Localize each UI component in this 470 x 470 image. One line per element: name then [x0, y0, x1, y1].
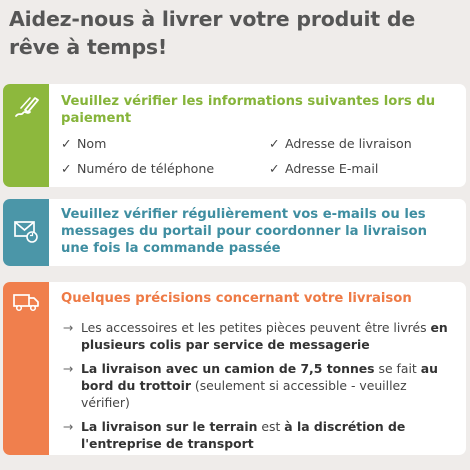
arrow-right-icon: → [63, 361, 74, 376]
check-icon: ✓ [269, 136, 280, 151]
checklist-item: ✓ Nom [61, 136, 107, 151]
delivery-truck-icon [12, 288, 40, 316]
page-title: Aidez-nous à livrer votre produit de rêve à temps! [9, 7, 416, 59]
card-heading: Veuillez vérifier régulièrement vos e-mails ou les messages du portail pour coordonner la livraison une fois la commande passée [61, 207, 427, 256]
check-icon: ✓ [269, 161, 280, 176]
delivery-note-item: → La livraison sur le terrain est à la discrétion de l'entreprise de transport [63, 419, 406, 451]
mail-refresh-icon [12, 217, 40, 245]
checklist-item: ✓ Adresse de livraison [269, 136, 412, 151]
check-icon: ✓ [61, 136, 72, 151]
card-icon-band [3, 84, 49, 187]
card-icon-band [3, 199, 49, 266]
signature-pen-icon [12, 94, 40, 122]
card-icon-band [3, 282, 49, 455]
checklist-item: ✓ Numéro de téléphone [61, 161, 215, 176]
checkout-info-card [3, 84, 466, 187]
card-heading: Veuillez vérifier les informations suivantes lors du paiement [61, 94, 436, 126]
delivery-info-card [3, 282, 466, 455]
check-icon: ✓ [61, 161, 72, 176]
delivery-note-item: → Les accessoires et les petites pièces peuvent être livrés en plusieurs colis par service de messagerie [63, 320, 448, 352]
arrow-right-icon: → [63, 419, 74, 434]
arrow-right-icon: → [63, 320, 74, 335]
delivery-note-item: → La livraison avec un camion de 7,5 tonnes se fait au bord du trottoir (seulement si accessible - veuillez vérifier) [63, 361, 438, 410]
checklist-item: ✓ Adresse E-mail [269, 161, 379, 176]
email-info-card [3, 199, 466, 266]
card-heading: Quelques précisions concernant votre livraison [61, 291, 412, 306]
